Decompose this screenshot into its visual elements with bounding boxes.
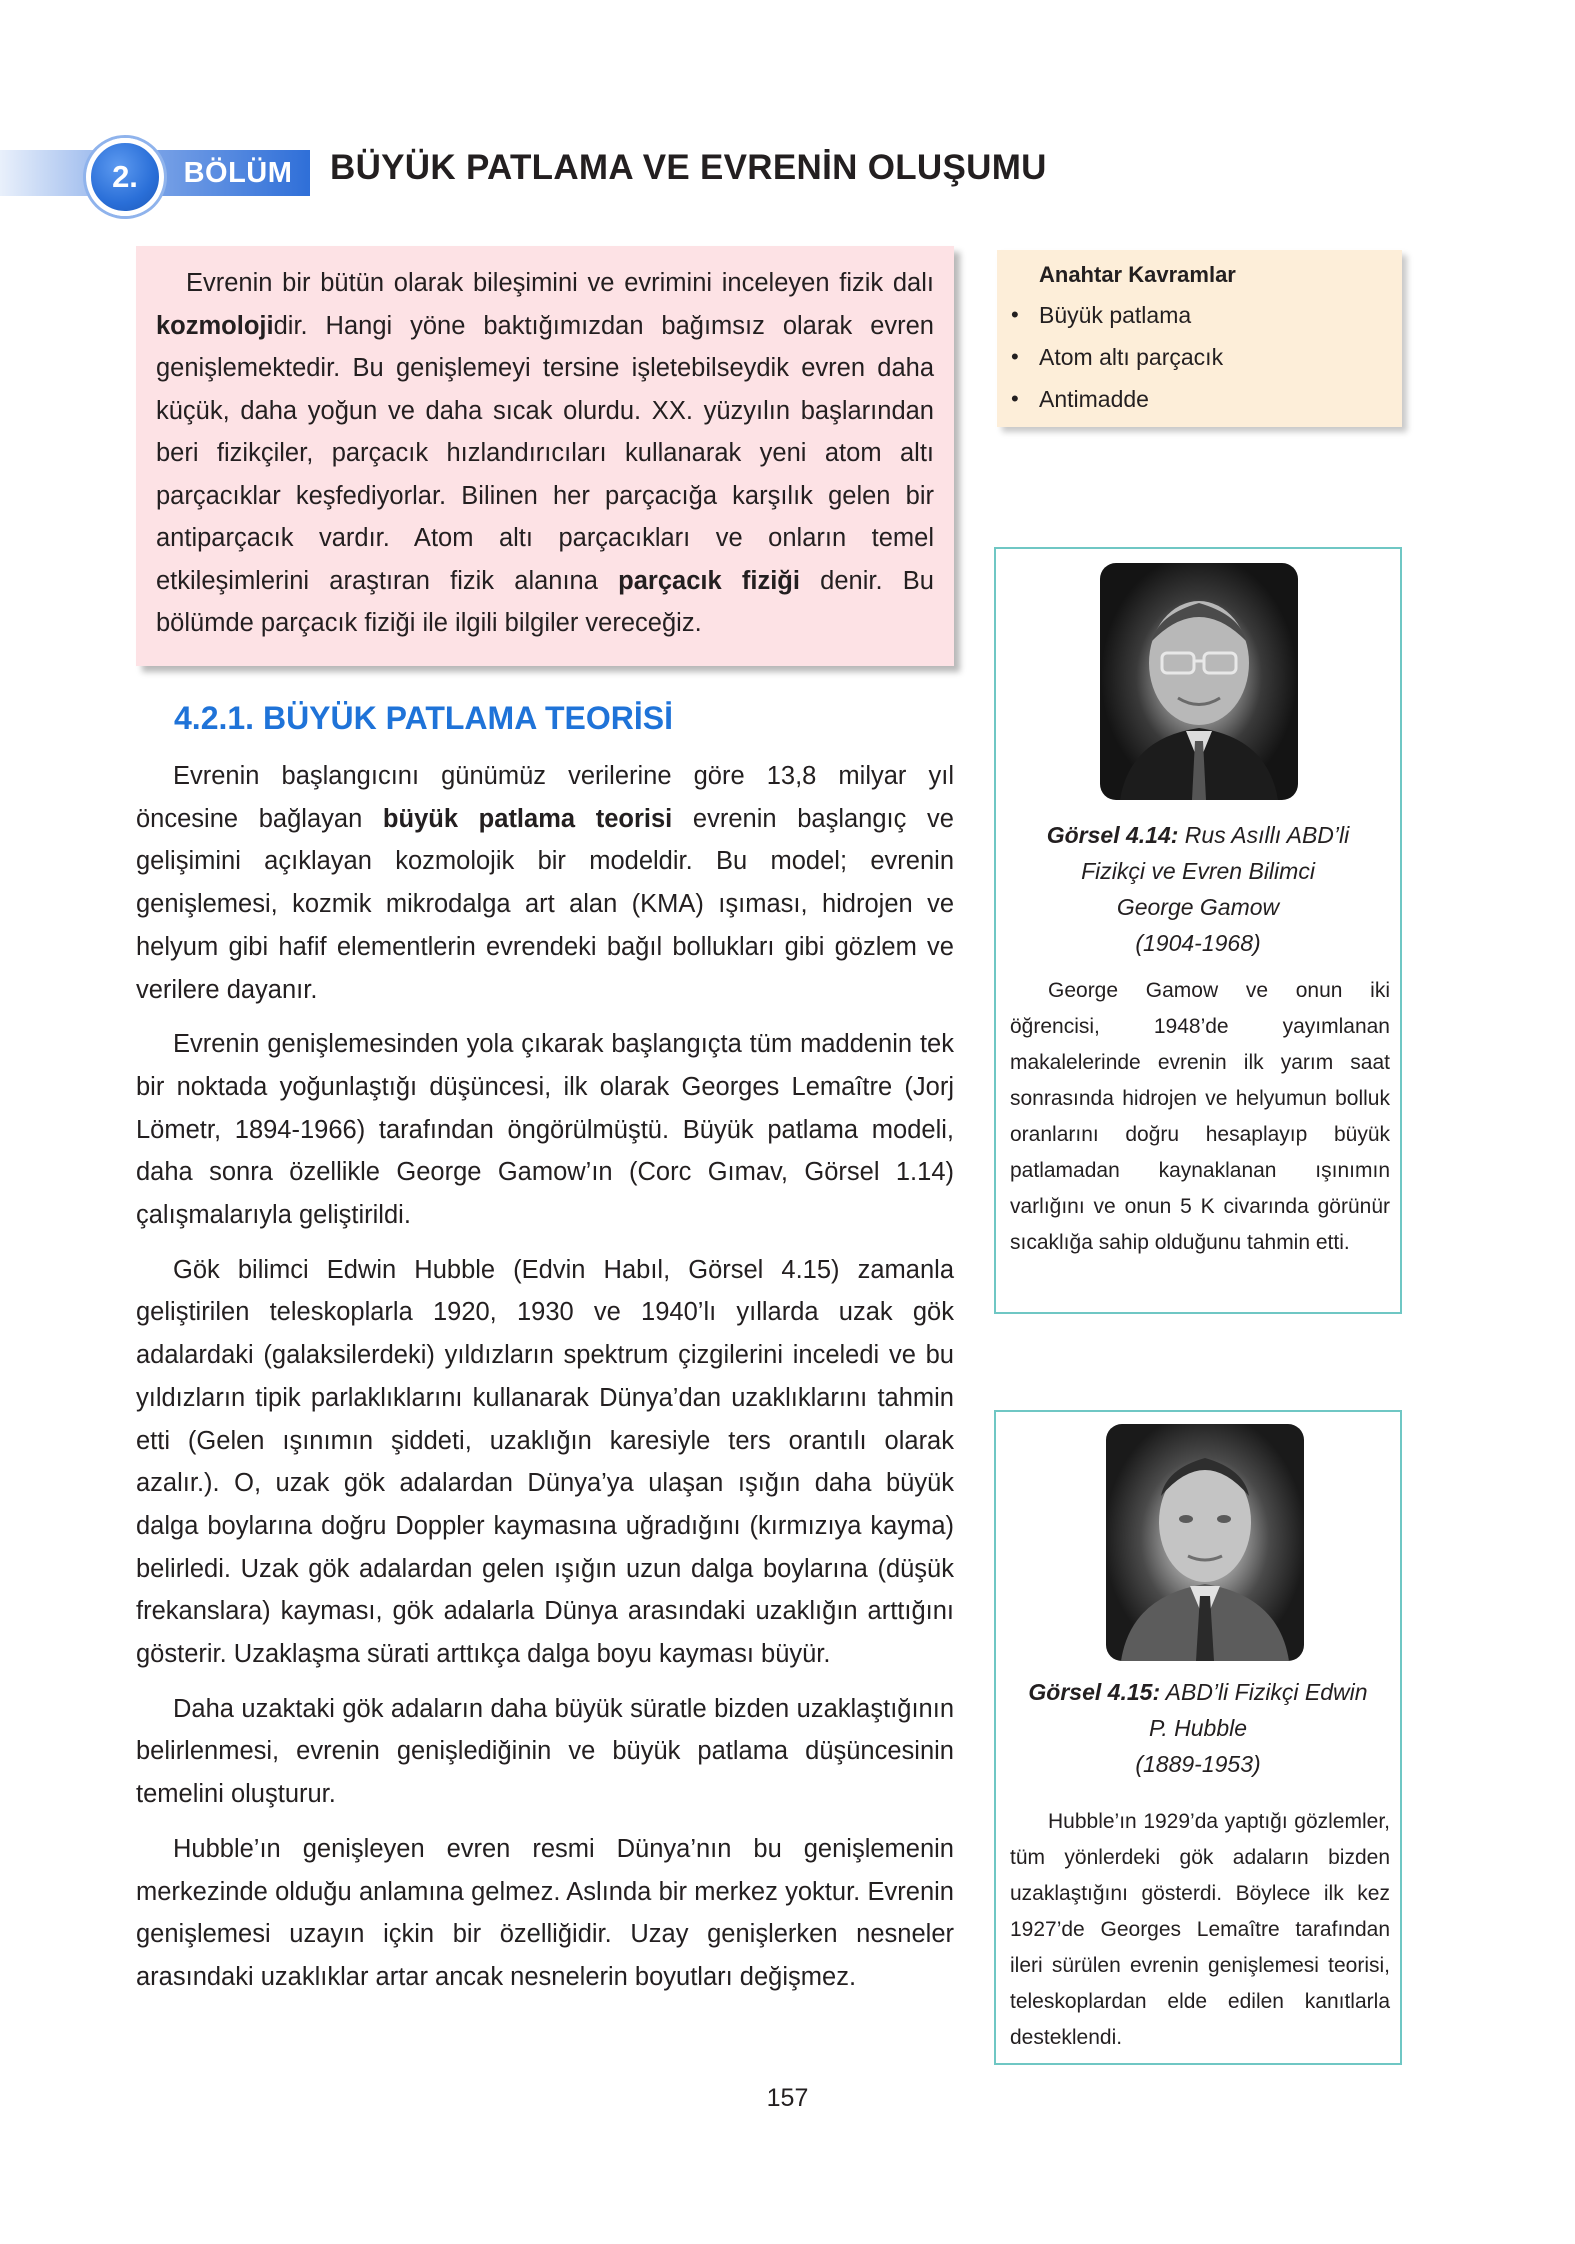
intro-text-2: dir. Hangi yöne baktığımızdan bağımsız olarak evren genişlemektedir. Bu genişlemeyi tersine işletebilseydik evren daha küçük, daha yoğun ve daha sıcak olurdu. XX. yüzyılın başlarından beri fizikçiler, parçacık hızlandırıcıları kullanarak yeni atom altı parçacıklar keşfediyorlar. Bilinen her parçacığa karşılık gelen bir antiparçacık vardır. Atom altı parçacıkları ve onların temel etkileşimlerini araştıran fizik alanına <box>156 311 934 595</box>
paragraph-4: Daha uzaktaki gök adaların daha büyük süratle bizden uzaklaştığının belirlenmesi, evrenin genişlediğinin ve büyük patlama düşüncesinin temelini oluşturur. <box>136 1694 954 1809</box>
gamow-portrait-illustration <box>1100 563 1298 800</box>
intro-text-3: denir. Bu bölümde parçacık fiziği ile ilgili bilgiler vereceğiz. <box>156 566 934 637</box>
figure-2-caption <box>996 1674 1400 1782</box>
figure-1-caption-line-1 <box>996 817 1400 853</box>
paragraph-3: Gök bilimci Edwin Hubble (Edvin Habıl, Görsel 4.15) zamanla geliştirilen teleskoplarla 1920, 1930 ve 1940’lı yıllarda uzak gök adalardaki (galaksilerdeki) yıldızların spektrum çizgilerini inceledi ve bu yıldızların tipik parlaklıklarını kullanarak Dünya’dan uzaklıklarını tahmin etti (Gelen ışınımın şiddeti, uzaklığın karesiyle ters orantılı olarak azalır.). O, uzak gök adalardan Dünya’ya ulaşan ışığın daha büyük dalga boylarına doğru Doppler kaymasına uğradığını (kırmızıya kayma) belirledi. Uzak gök adalardan gelen ışığın uzun dalga boylarına (düşük frekanslara) kayması, gök adalarla Dünya arasındaki uzaklığın arttığını gösterir. Uzaklaşma sürati arttıkça dalga boyu kayması büyür. <box>136 1255 954 1669</box>
page-number: 157 <box>766 2084 809 2112</box>
key-concepts-box <box>997 250 1402 427</box>
figure-1-caption-text: Rus Asıllı ABD’li <box>1178 822 1350 848</box>
figure-1-caption-line-2: Fizikçi ve Evren Bilimci <box>1081 858 1315 884</box>
paragraph-1-text-b: evrenin başlangıç ve gelişimini açıklayan kozmolojik bir modeldir. Bu model; evrenin genişlemesi, kozmik mikrodalga art alan (KMA) ışıması, hidrojen ve helyum gibi hafif elementlerin evrendeki bağıl bollukları gibi gözlem ve verilere dayanır. <box>136 804 954 1004</box>
figure-1-description-text: George Gamow ve onun iki öğrencisi, 1948’de yayımlanan makalelerinde evrenin ilk yarım saat sonrasında hidrojen ve helyumun bolluk oranlarını doğru hesaplayıp büyük patlamadan kaynaklanan ışınımın varlığını ve onun 5 K civarında görünür sıcaklığa sahip olduğunu tahmin etti. <box>1010 979 1390 1254</box>
hubble-photo <box>1106 1424 1304 1661</box>
section-heading: 4.2.1. BÜYÜK PATLAMA TEORİSİ <box>174 700 674 736</box>
paragraph-5: Hubble’ın genişleyen evren resmi Dünya’nın bu genişlemenin merkezinde olduğu anlamına gelmez. Aslında bir merkez yoktur. Evrenin genişlemesi uzayın içkin bir özelliğidir. Uzay genişlerken nesneler arasındaki uzaklıklar artar ancak nesnelerin boyutları değişmez. <box>136 1834 954 1991</box>
intro-term-parcacik-fizigi: parçacık fiziği <box>618 566 800 595</box>
chapter-number: 2. <box>112 159 138 194</box>
figure-2-description-text: Hubble’ın 1929’da yaptığı gözlemler, tüm yönlerdeki gök adaların bizden uzaklaştığını gösterdi. Böylece ilk kez 1927’de Georges Lemaître tarafından ileri sürülen evrenin genişlemesi teorisi, teleskoplardan elde edilen kanıtlarla desteklendi. <box>1010 1810 1390 2049</box>
figure-1-caption-line-3: George Gamow <box>1116 894 1280 920</box>
chapter-number-badge <box>86 138 164 216</box>
key-concept-item: • Büyük patlama <box>1039 294 1402 336</box>
figure-2-caption-line-2: P. Hubble <box>1148 1715 1248 1741</box>
paragraph-1 <box>136 755 954 1011</box>
figure-2-caption-line-1 <box>996 1674 1400 1710</box>
intro-paragraph <box>156 262 934 645</box>
main-text <box>136 755 954 2011</box>
key-concept-item: • Atom altı parçacık <box>1039 336 1402 378</box>
figure-2-description <box>1010 1804 1390 2056</box>
intro-box <box>136 246 954 666</box>
figure-1-label: Görsel 4.14: <box>1046 822 1179 848</box>
figure-2-caption-text: ABD’li Fizikçi Edwin <box>1160 1679 1368 1705</box>
paragraph-1-text-a: Evrenin başlangıcını günümüz verilerine göre 13,8 milyar yıl öncesine bağlayan <box>136 762 954 833</box>
chapter-label: BÖLÜM <box>183 156 293 189</box>
figure-2-caption-line-3: (1889-1953) <box>1135 1751 1261 1777</box>
figure-2-label: Görsel 4.15: <box>1028 1679 1161 1705</box>
gamow-photo <box>1100 563 1298 800</box>
figure-1-caption-line-4: (1904-1968) <box>1135 930 1261 956</box>
chapter-title: BÜYÜK PATLAMA VE EVRENİN OLUŞUMU <box>330 148 1047 187</box>
figure-1-caption <box>996 817 1400 961</box>
figure-1-description <box>1010 973 1390 1261</box>
key-concepts-title: Anahtar Kavramlar <box>1039 262 1236 287</box>
figure-hubble <box>994 1410 1402 2065</box>
key-concept-item: • Antimadde <box>1039 378 1402 420</box>
hubble-portrait-illustration <box>1106 1424 1304 1661</box>
intro-term-kozmoloji: kozmoloji <box>156 311 274 340</box>
key-concepts-list <box>1039 294 1402 420</box>
paragraph-2: Evrenin genişlemesinden yola çıkarak başlangıçta tüm maddenin tek bir noktada yoğunlaştığı düşüncesi, ilk olarak Georges Lemaître (Jorj Lömetr, 1894-1966) tarafından öngörülmüştü. Büyük patlama modeli, daha sonra özellikle George Gamow’ın (Corc Gımav, Görsel 1.14) çalışmalarıyla geliştirildi. <box>136 1030 954 1230</box>
intro-text-1: Evrenin bir bütün olarak bileşimini ve evrimini inceleyen fizik dalı <box>186 269 934 297</box>
paragraph-1-term: büyük patlama teorisi <box>382 804 673 833</box>
figure-gamow <box>994 547 1402 1314</box>
